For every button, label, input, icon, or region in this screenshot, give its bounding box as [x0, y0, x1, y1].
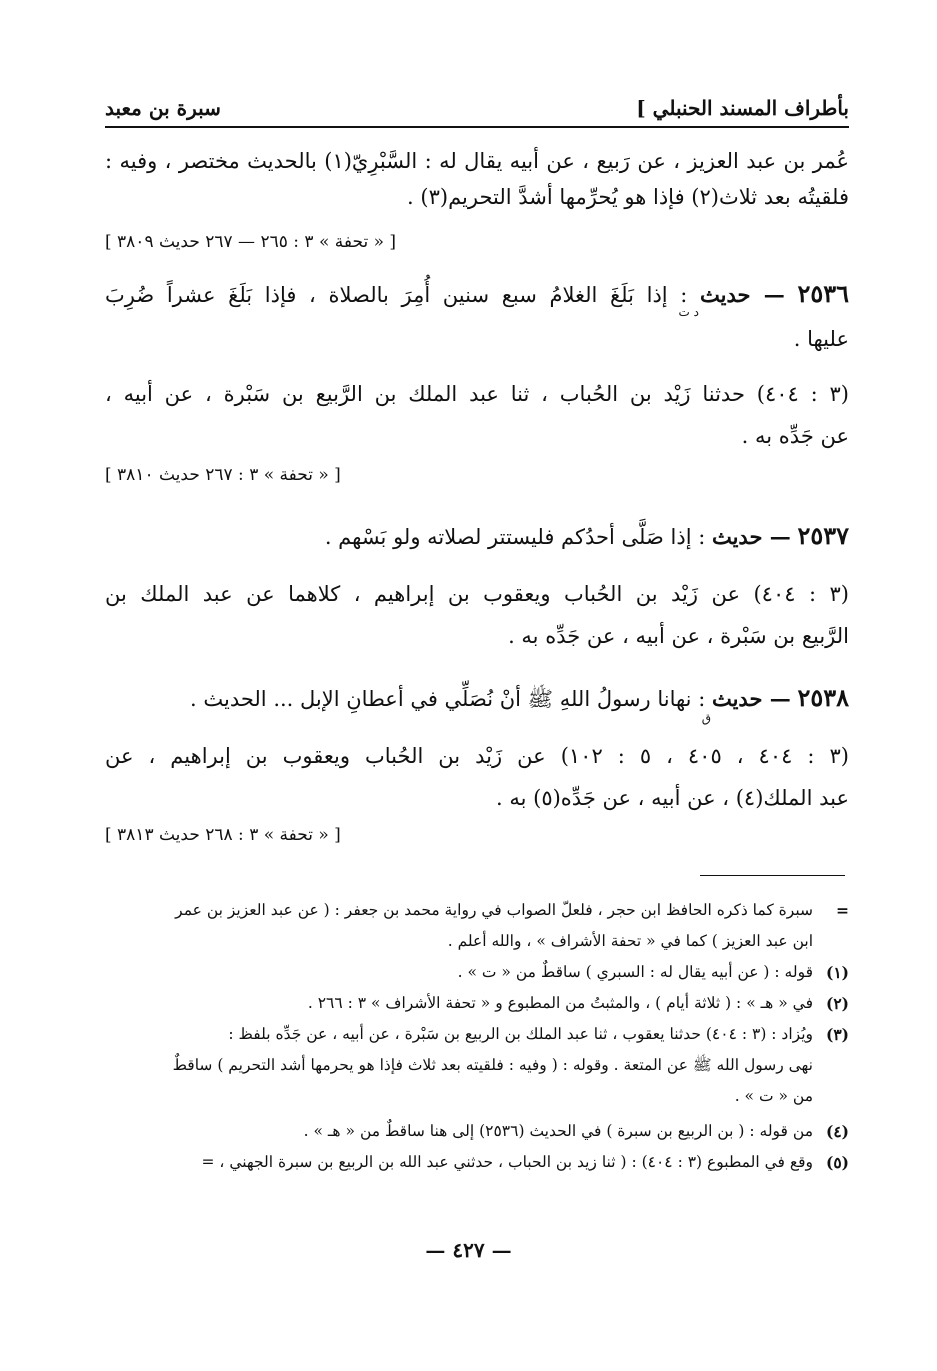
hadith-text: : إذا بَلَغَ الغلامُ سبع سنين أُمِرَ بالصلاة ، فإذا بَلَغَ عشراً ضُرِبَ: [105, 283, 688, 307]
footnote-3-line-2: نهى رسول الله ﷺ عن المتعة . وقوله : ( وفيه : فلقيته بعد ثلاث فإذا هو يحرمها أشد التحريم ) ساقطٌ: [172, 1056, 813, 1074]
hadith-text: : إذا صَلَّى أحدُكم فليستتر لصلاته ولو بَسْهم .: [324, 525, 706, 549]
footnote-text: سبرة كما ذكره الحافظ ابن حجر ، فلعلّ الصواب في رواية محمد بن جعفر : ( عن عبد العزيز بن عمر: [175, 901, 813, 919]
hadith-label: — حديث: [711, 524, 791, 549]
isnad-line-1: (٣ : ٤٠٤) حدثنا زَيْد بن الحُباب ، ثنا عبد الملك بن الرَّبيع بن سَبْرة ، عن أبيه ،: [105, 382, 849, 406]
footnote-text: وقع في المطبوع (٣ : ٤٠٤) : ( ثنا زيد بن الحباب ، حدثني عبد الله بن الربيع بن سبرة الجهني ، =: [201, 1153, 813, 1171]
footnote-mark: (٢): [825, 994, 849, 1013]
header-chapter-name: سبرة بن معبد: [105, 96, 221, 120]
footnote-text: قوله : ( عن أبيه يقال له : السبري ) ساقطٌ من « ت » .: [457, 963, 813, 981]
hadith-number: ٢٥٣٦: [797, 279, 849, 308]
intro-line-2: فلقيتُه بعد ثلاث(٢) فإذا هو يُحرِّمها أشدَّ التحريم(٣) .: [407, 185, 849, 209]
hadith-2536-isnad: [105, 376, 849, 454]
hadith-2536-reference: [105, 463, 849, 487]
hadith-2537-isnad: [105, 576, 849, 654]
footnote-3-line-3: من « ت » .: [734, 1087, 813, 1105]
hadith-number: ٢٥٣٧: [797, 521, 849, 550]
tuhfa-reference: [ « تحفة » ٣ : ٢٦٨ حديث ٣٨١٣ ]: [105, 825, 341, 845]
footnote-5: [105, 1147, 849, 1178]
hadith-number: ٢٥٣٨: [797, 683, 849, 712]
isnad-line-2: الرَّبيع بن سَبْرة ، عن أبيه ، عن جَدِّه به .: [508, 624, 849, 648]
isnad-line-1: (٣ : ٤٠٤ ، ٤٠٥ ، ٥ : ١٠٢) عن زَيْد بن الحُباب ويعقوب بن إبراهيم ، عن: [105, 744, 849, 768]
footnote-mark: =: [836, 901, 849, 920]
footnote-1: [105, 957, 849, 988]
isnad-line-2: عن جَدِّه به .: [741, 424, 849, 448]
footnote-mark: (٣): [825, 1025, 849, 1044]
footnote-text: من قوله : ( بن الربيع بن سبرة ) في الحديث (٢٥٣٦) إلى هنا ساقطٌ من « هـ » .: [303, 1122, 813, 1140]
footnote-carryover: [105, 895, 849, 926]
tuhfa-reference: [ « تحفة » ٣ : ٢٦٧ حديث ٣٨١٠ ]: [105, 465, 341, 485]
header-book-title: بأطراف المسند الحنبلي ]: [636, 96, 849, 120]
footnote-mark: (١): [825, 963, 849, 982]
intro-line-1: عُمر بن عبد العزيز ، عن رَبيع ، عن أبيه يقال له : السَّبْرِيّ(١) بالحديث مختصر ، وفيه :: [105, 149, 849, 173]
footnotes: [105, 895, 849, 1178]
footnote-2: [105, 988, 849, 1019]
hadith-label: — حديث: [700, 282, 785, 307]
intro-text: [105, 143, 849, 215]
hadith-sigla: د ت: [678, 305, 699, 319]
footnote-separator: [700, 875, 845, 876]
isnad-line-2: عبد الملك(٤) ، عن أبيه ، عن جَدِّه(٥) به .: [496, 786, 849, 810]
isnad-line-1: (٣ : ٤٠٤) عن زَيْد بن الحُباب ويعقوب بن إبراهيم ، كلاهما عن عبد الملك بن: [105, 582, 849, 606]
hadith-2538-reference: [105, 823, 849, 847]
footnote-text: ويُزاد : (٣ : ٤٠٤) حدثنا يعقوب ، ثنا عبد الملك بن الربيع بن سَبْرة ، عن أبيه ، عن جَدِّه بلفظ :: [228, 1025, 813, 1043]
hadith-2536: [105, 276, 849, 357]
hadith-2538: [105, 680, 849, 725]
running-header: [105, 86, 849, 128]
footnote-3: [105, 1019, 849, 1050]
hadith-sigla: ق: [701, 711, 711, 725]
hadith-2538-isnad: [105, 738, 849, 816]
hadith-text-continued: عليها .: [793, 327, 849, 351]
hadith-text: : نهانا رسولُ اللهِ ﷺ أنْ نُصَلِّي في أعطانِ الإبل ... الحديث .: [190, 687, 706, 711]
footnote-mark: (٤): [825, 1122, 849, 1141]
page-number: — ٤٢٧ —: [425, 1238, 512, 1262]
footnote-4: [105, 1116, 849, 1147]
hadith-label: — حديث: [711, 686, 791, 711]
footnote-text-continued: ابن عبد العزيز ) كما في « تحفة الأشراف » ، والله أعلم .: [447, 932, 813, 950]
footnote-mark: (٥): [825, 1153, 849, 1172]
intro-reference: [105, 230, 849, 254]
hadith-2537: [105, 518, 849, 555]
footnote-text: في « هـ » : ( ثلاثة أيام ) ، والمثبتُ من المطبوع و « تحفة الأشراف » ٣ : ٢٦٦ .: [307, 994, 813, 1012]
tuhfa-reference: [ « تحفة » ٣ : ٢٦٥ — ٢٦٧ حديث ٣٨٠٩ ]: [105, 232, 397, 252]
